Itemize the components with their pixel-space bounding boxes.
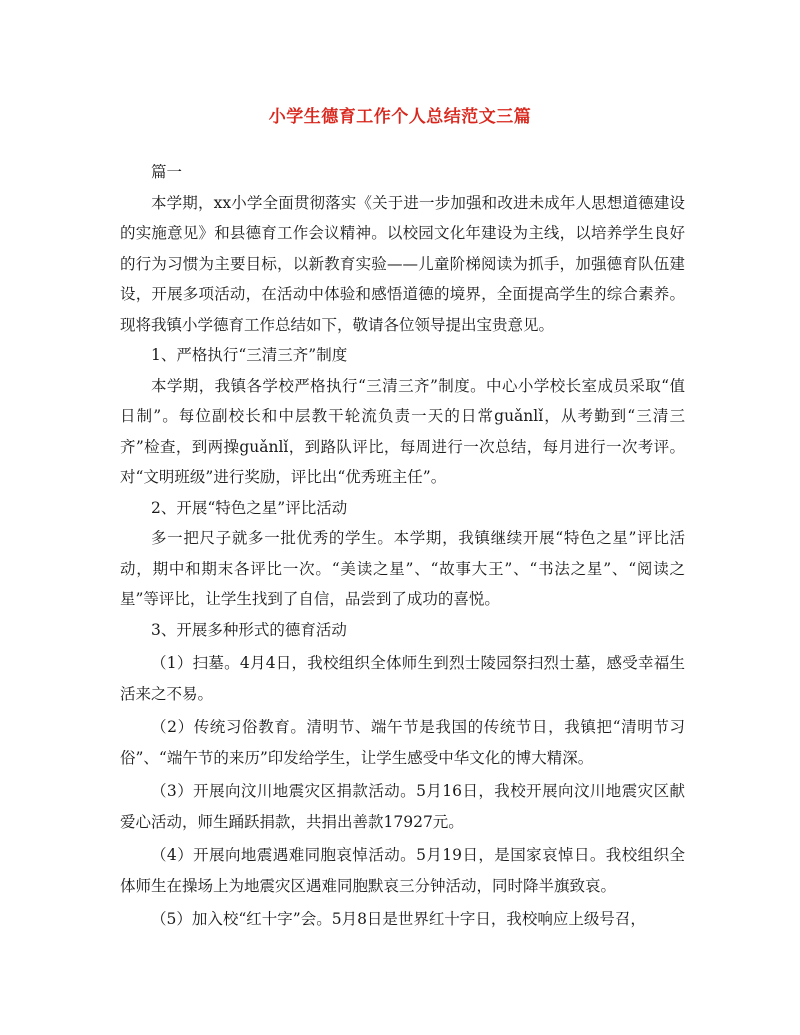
document-title: 小学生德育工作个人总结范文三篇	[268, 107, 532, 127]
section-heading-2: 2、开展“特色之星”评比活动	[151, 498, 348, 517]
intro-paragraph: 本学期，xx小学全面贯彻落实《关于进一步加强和改进未成年人思想道德建设的实施意见》和县德育工作会议精神。以校园文化年建设为主线，以培养学生良好的行为习惯为主要目标，以新教育实验——儿童阶梯阅读为抓手，加强德育队伍建设，开展多项活动，在活动中体验和感悟道德的境界，全面提高学生的综合素养。现将我镇小学德育工作总结如下，敬请各位领导提出宝贵意见。	[120, 193, 685, 334]
activity-item-4: （4）开展向地震遇难同胞哀悼活动。5月19日，是国家哀悼日。我校组织全体师生在操场上为地震灾区遇难同胞默哀三分钟活动，同时降半旗致哀。	[120, 846, 685, 895]
activity-item-2: （2）传统习俗教育。清明节、端午节是我国的传统节日，我镇把“清明节习俗”、“端午节的来历”印发给学生，让学生感受中华文化的博大精深。	[120, 718, 685, 767]
paragraph-1: 本学期，我镇各学校严格执行“三清三齐”制度。中心小学校长室成员采取“值日制”。每位副校长和中层教干轮流负责一天的日常guǎnlǐ，从考勤到“三清三齐”检查，到两操guǎnlǐ，到路队评比，每周进行一次总结，每月进行一次考评。对“文明班级”进行奖励，评比出“优秀班主任”。	[120, 376, 685, 486]
activity-item-3: （3）开展向汶川地震灾区捐款活动。5月16日，我校开展向汶川地震灾区献爱心活动，师生踊跃捐款，共捐出善款17927元。	[120, 782, 685, 831]
section-heading-1: 1、严格执行“三清三齐”制度	[151, 346, 348, 364]
activity-item-5: （5）加入校“红十字”会。5月8日是世界红十字日，我校响应上级号召，	[151, 910, 646, 928]
section-heading-3: 3、开展多种形式的德育活动	[151, 620, 347, 639]
activity-item-1: （1）扫墓。4月4日，我校组织全体师生到烈士陵园祭扫烈士墓，感受幸福生活来之不易。	[120, 654, 685, 703]
document-body	[120, 157, 685, 935]
paragraph-2: 多一把尺子就多一批优秀的学生。本学期，我镇继续开展“特色之星”评比活动，期中和期末各评比一次。“美读之星”、“故事大王”、“书法之星”、“阅读之星”等评比，让学生找到了自信，品尝到了成功的喜悦。	[120, 529, 685, 608]
section-label: 篇一	[151, 163, 183, 181]
